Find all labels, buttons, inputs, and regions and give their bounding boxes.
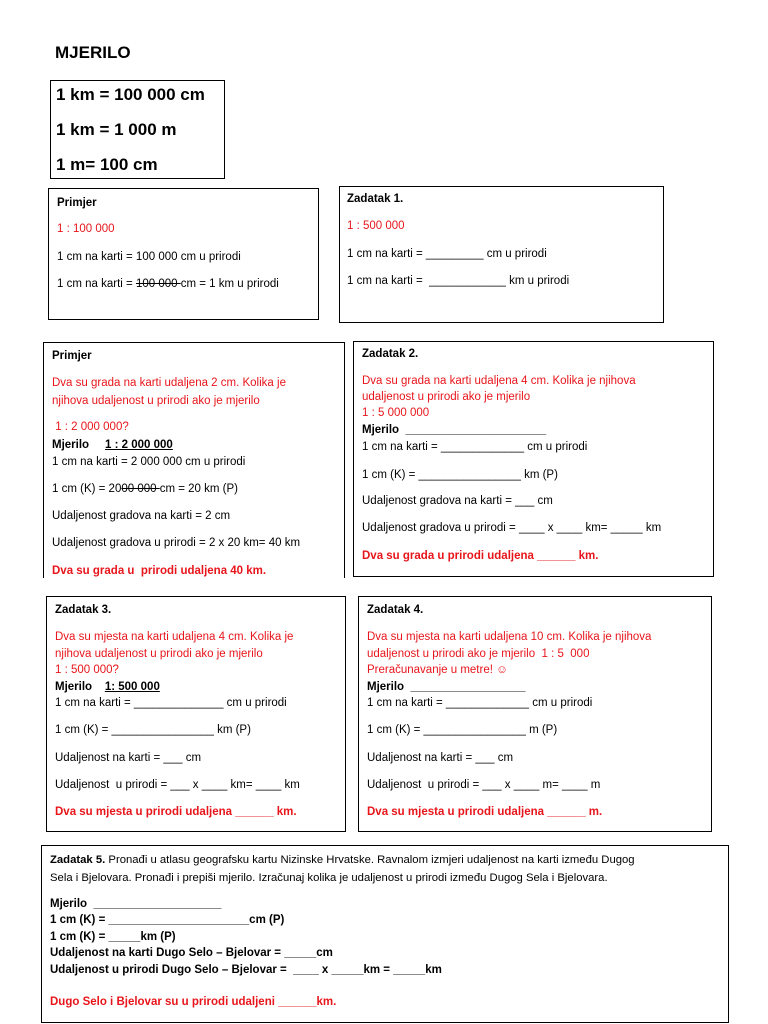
task-scale: 1 : 500 000 [347,220,405,232]
task-line: Udaljenost na karti = ___ cm [55,752,202,764]
task-question: 1 : 5 000 000 [362,407,430,419]
task-scale-row: Mjerilo ______________________ [362,424,547,436]
task-heading: Zadatak 3. [55,604,112,616]
page-title: MJERILO [55,43,131,62]
task-line: 1 cm na karti = _____________ cm u prirodi [367,697,593,709]
task-question: njihova udaljenost u prirodi ako je mjerilo [55,648,263,660]
task-line: Udaljenost na karti = ___ cm [367,752,514,764]
conversion-line: 1 m= 100 cm [56,155,158,174]
task-line: Udaljenost u prirodi = ___ x ____ km= ____ km [55,779,300,791]
task-heading: Zadatak 4. [367,604,424,616]
task-line: Udaljenost na karti Dugo Selo – Bjelovar = _____cm [50,947,333,959]
task-question: Dva su grada na karti udaljena 4 cm. Kolika je njihova [362,375,636,387]
example-line: 1 cm na karti = 2 000 000 cm u prirodi [52,456,246,468]
task-line: 1 cm na karti = _________ cm u prirodi [347,248,547,260]
conversion-line: 1 km = 1 000 m [56,120,177,139]
task-line: 1 cm na karti = ____________ km u prirodi [347,275,570,287]
task-line: Udaljenost gradova na karti = ___ cm [362,495,553,507]
task-question: Dva su mjesta na karti udaljena 10 cm. Kolika je njihova [367,631,652,643]
task-line: Udaljenost gradova u prirodi = ____ x ____ km= _____ km [362,522,662,534]
task-line: Udaljenost u prirodi Dugo Selo – Bjelovar = ____ x _____km = _____km [50,964,442,976]
example-question: Dva su grada na karti udaljena 2 cm. Kolika je [52,377,286,389]
example-heading: Primjer [57,197,97,209]
task5-intro-line: Sela i Bjelovara. Pronađi i prepiši mjerilo. Izračunaj kolika je udaljenost u prirodi između Dugog Sela i Bjelovara. [50,872,608,884]
task-line: 1 cm (K) = ________________ km (P) [55,724,251,736]
example-line: Udaljenost gradova u prirodi = 2 x 20 km= 40 km [52,537,301,549]
task-line: Mjerilo ____________________ [50,898,222,910]
example-question: njihova udaljenost u prirodi ako je mjerilo [52,395,260,407]
example-line: 1 cm na karti = 100 000 cm u prirodi [57,251,241,263]
task-question: Dva su mjesta na karti udaljena 4 cm. Kolika je [55,631,294,643]
task-line: 1 cm na karti = _____________ cm u prirodi [362,441,588,453]
task-heading: Zadatak 1. [347,193,404,205]
task-answer: Dva su grada u prirodi udaljena ______ km. [362,550,599,562]
task-scale-row: Mjerilo __________________ [367,681,526,693]
task-scale-row: Mjerilo 1: 500 000 [55,681,160,693]
task5-intro-line: Zadatak 5. Pronađi u atlasu geografsku kartu Nizinske Hrvatske. Ravnalom izmjeri udaljenost na karti između Dugog [50,854,635,866]
example-question: 1 : 2 000 000? [52,421,129,433]
task-line: 1 cm na karti = ______________ cm u prirodi [55,697,287,709]
conversion-line: 1 km = 100 000 cm [56,85,205,104]
task-line: 1 cm (K) = ________________ m (P) [367,724,558,736]
task-line: Udaljenost u prirodi = ___ x ____ m= ____ m [367,779,601,791]
task-line: 1 cm (K) = _____km (P) [50,931,176,943]
task-line: 1 cm (K) = ______________________cm (P) [50,914,285,926]
example-heading: Primjer [52,350,92,362]
task-question: udaljenost u prirodi ako je mjerilo 1 : 5 000 [367,648,590,660]
task-answer: Dva su mjesta u prirodi udaljena ______ km. [55,806,297,818]
task-question: 1 : 500 000? [55,664,119,676]
task-line: 1 cm (K) = ________________ km (P) [362,469,558,481]
example-scale-row: Mjerilo 1 : 2 000 000 [52,439,173,451]
example-line: Udaljenost gradova na karti = 2 cm [52,510,231,522]
task-question: udaljenost u prirodi ako je mjerilo [362,391,531,403]
example-line: 1 cm na karti = 100 000 cm = 1 km u prirodi [57,278,279,290]
task-question: Preračunavanje u metre! ☺ [367,664,508,676]
example-answer: Dva su grada u prirodi udaljena 40 km. [52,565,267,577]
example-scale: 1 : 100 000 [57,223,115,235]
task-heading: Zadatak 2. [362,348,419,360]
example-line: 1 cm (K) = 2000 000 cm = 20 km (P) [52,483,238,495]
task-answer: Dugo Selo i Bjelovar su u prirodi udaljeni ______km. [50,996,337,1008]
task-heading: Zadatak 5. [50,854,106,866]
task-answer: Dva su mjesta u prirodi udaljena ______ m. [367,806,603,818]
